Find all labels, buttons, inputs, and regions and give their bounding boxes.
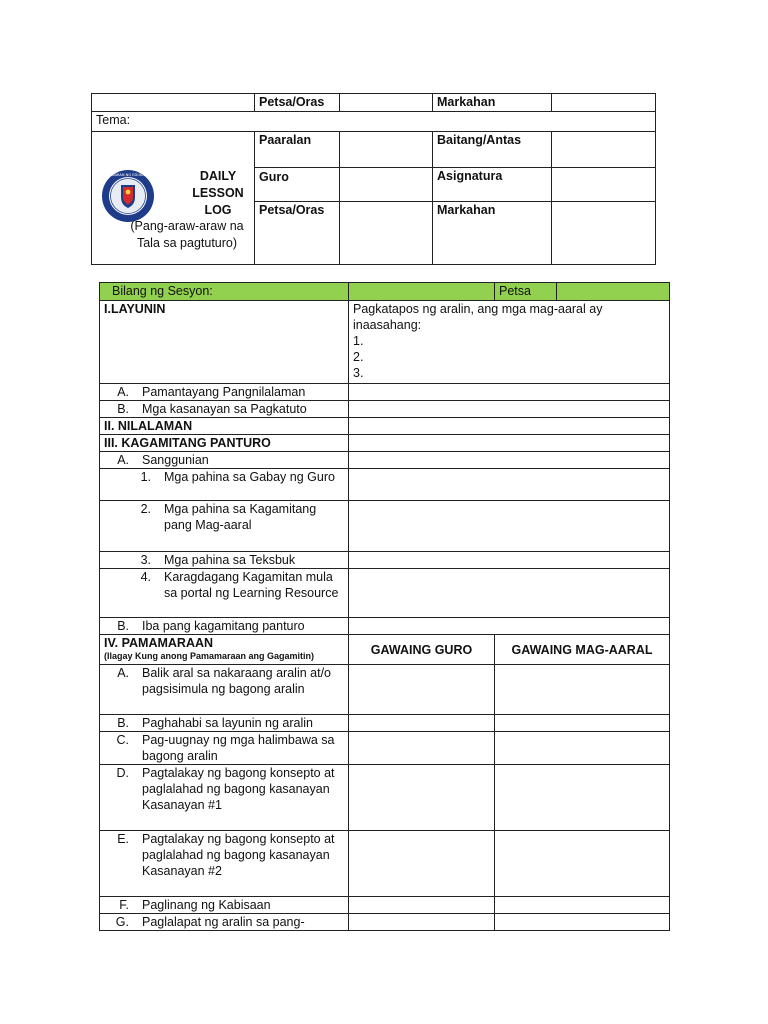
daily-lesson-log-title: DAILY LESSON LOG [192,169,244,217]
layunin-item: 1. [353,334,364,348]
pag-uugnay-mag-aaral-field[interactable] [495,732,670,765]
header-blank-cell [92,94,255,112]
gawaing-mag-aaral-header: GAWAING MAG-AARAL [495,635,670,665]
guro-label: Guro [255,168,340,202]
pagtalakay-1-mag-aaral-field[interactable] [495,765,670,831]
pagtalakay-1-label: D. Pagtalakay ng bagong konsepto at paglalahad ng bagong kasanayan Kasanayan #1 [100,765,349,831]
nilalaman-field[interactable] [349,418,670,435]
iba-pang-kagamitan-field[interactable] [349,618,670,635]
bilang-sesyon-field[interactable] [349,283,495,301]
header-table [91,93,656,265]
petsa-oras-field-2[interactable] [340,202,433,265]
learning-resource-field[interactable] [349,569,670,618]
svg-text:KAGAWARAN NG EDUKASYON: KAGAWARAN NG EDUKASYON [101,173,155,178]
markahan-field-2[interactable] [552,202,656,265]
layunin-heading: I.LAYUNIN [100,301,349,384]
paglalapat-label: G. Paglalapat ng aralin sa pang- [100,914,349,931]
pamantayang-pangnilalaman-field[interactable] [349,384,670,401]
pamamaraan-heading-cell [100,635,349,665]
balik-aral-label: A. Balik aral sa nakaraang aralin at/o pagsisimula ng bagong aralin [100,665,349,715]
title-block [92,132,255,265]
deped-seal-icon [101,169,155,223]
paglinang-label: F. Paglinang ng Kabisaan [100,897,349,914]
gawaing-guro-header: GAWAING GURO [349,635,495,665]
pagtalakay-2-label: E. Pagtalakay ng bagong konsepto at paglalahad ng bagong kasanayan Kasanayan #2 [100,831,349,897]
pagtalakay-1-guro-field[interactable] [349,765,495,831]
pagtalakay-2-guro-field[interactable] [349,831,495,897]
paglinang-guro-field[interactable] [349,897,495,914]
paghahabi-guro-field[interactable] [349,715,495,732]
teksbuk-label: 3. Mga pahina sa Teksbuk [100,552,349,569]
paaralan-label: Paaralan [255,132,340,168]
teksbuk-field[interactable] [349,552,670,569]
balik-aral-guro-field[interactable] [349,665,495,715]
layunin-item: 3. [353,366,364,380]
petsa-oras-label-2: Petsa/Oras [255,202,340,265]
paglinang-mag-aaral-field[interactable] [495,897,670,914]
markahan-field[interactable] [552,94,656,112]
pamamaraan-heading: IV. PAMAMARAAN [104,636,214,650]
title-subtitle: (Pang-araw-araw na Tala sa pagtuturo) [130,219,244,250]
nilalaman-heading: II. NILALAMAN [100,418,349,435]
iba-pang-kagamitan-label: B. Iba pang kagamitang panturo [100,618,349,635]
paghahabi-label: B. Paghahabi sa layunin ng aralin [100,715,349,732]
session-row [100,283,670,301]
kagamitang-mag-aaral-field[interactable] [349,501,670,552]
paglalapat-mag-aaral-field[interactable] [495,914,670,931]
pag-uugnay-guro-field[interactable] [349,732,495,765]
gabay-guro-field[interactable] [349,469,670,501]
balik-aral-mag-aaral-field[interactable] [495,665,670,715]
guro-field[interactable] [340,168,433,202]
pagtalakay-2-mag-aaral-field[interactable] [495,831,670,897]
tema-field[interactable] [92,112,656,132]
asignatura-field[interactable] [552,168,656,202]
baitang-antas-field[interactable] [552,132,656,168]
petsa-label: Petsa [495,283,557,301]
asignatura-label: Asignatura [433,168,552,202]
petsa-oras-label: Petsa/Oras [255,94,340,112]
petsa-field[interactable] [557,283,670,301]
sanggunian-field[interactable] [349,452,670,469]
bilang-sesyon-label: Bilang ng Sesyon: [100,283,349,301]
pag-uugnay-label: C. Pag-uugnay ng mga halimbawa sa bagong aralin [100,732,349,765]
paghahabi-mag-aaral-field[interactable] [495,715,670,732]
kasanayan-pagkatuto-label: B. Mga kasanayan sa Pagkatuto [100,401,349,418]
sanggunian-label: A. Sanggunian [100,452,349,469]
markahan-label: Markahan [433,94,552,112]
paglalapat-guro-field[interactable] [349,914,495,931]
kagamitang-mag-aaral-label: 2. Mga pahina sa Kagamitang pang Mag-aaral [100,501,349,552]
layunin-content[interactable] [349,301,670,384]
gabay-guro-label: 1. Mga pahina sa Gabay ng Guro [100,469,349,501]
kagamitan-field[interactable] [349,435,670,452]
kagamitan-heading: III. KAGAMITANG PANTURO [100,435,349,452]
markahan-label-2: Markahan [433,202,552,265]
learning-resource-label: 4. Karagdagang Kagamitan mula sa portal ng Learning Resource [100,569,349,618]
pamamaraan-note: (Ilagay Kung anong Pamamaraan ang Gagamitin) [104,651,315,661]
tema-label: Tema: [96,113,131,127]
paaralan-field[interactable] [340,132,433,168]
pamantayang-pangnilalaman-label: A. Pamantayang Pangnilalaman [100,384,349,401]
petsa-oras-field[interactable] [340,94,433,112]
layunin-item: 2. [353,350,364,364]
kasanayan-pagkatuto-field[interactable] [349,401,670,418]
layunin-intro: Pagkatapos ng aralin, ang mga mag-aaral ay inaasahang: [353,302,603,332]
baitang-antas-label: Baitang/Antas [433,132,552,168]
lesson-log-table [99,282,670,931]
